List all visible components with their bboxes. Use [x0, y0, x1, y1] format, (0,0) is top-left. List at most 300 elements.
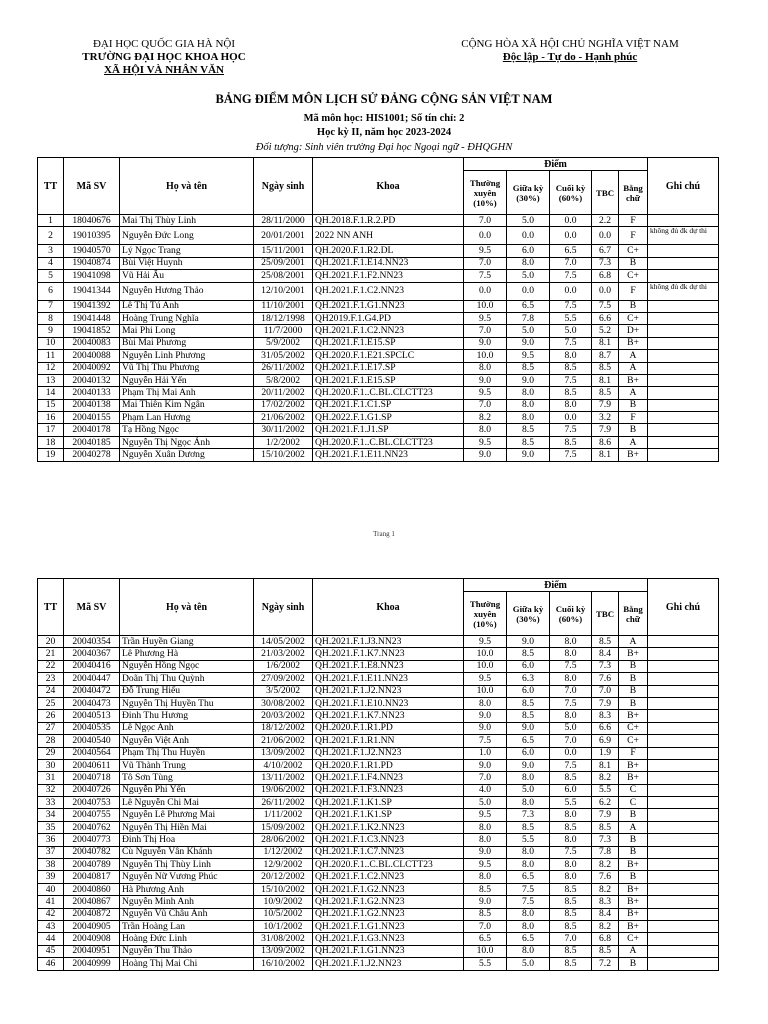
row-khoa: QH.2021.F.1.E8.NN23	[313, 660, 464, 672]
row-ngay-sinh: 26/11/2002	[254, 362, 313, 374]
row-bang-chu: F	[619, 282, 648, 300]
row-thuong-xuyen: 7.0	[464, 399, 507, 411]
row-ma-sv: 20040755	[64, 809, 120, 821]
row-ho-ten: Nguyễn Thị Huyền Thu	[120, 697, 254, 709]
table-row	[38, 896, 719, 908]
row-tbc: 1.9	[592, 747, 619, 759]
row-thuong-xuyen: 8.0	[464, 821, 507, 833]
row-tbc: 7.9	[592, 809, 619, 821]
row-tt: 46	[38, 958, 64, 970]
row-ghi-chu	[648, 399, 719, 411]
col-ghi-chu: Ghi chú	[648, 579, 719, 636]
row-tbc: 6.6	[592, 722, 619, 734]
row-thuong-xuyen: 7.0	[464, 325, 507, 337]
row-tbc: 8.4	[592, 648, 619, 660]
row-tbc: 0.0	[592, 282, 619, 300]
row-bang-chu: A	[619, 350, 648, 362]
row-khoa: QH.2020.F.1.R1.PD	[313, 759, 464, 771]
row-tbc: 8.1	[592, 449, 619, 461]
col-tbc: TBC	[592, 592, 619, 636]
row-ghi-chu	[648, 660, 719, 672]
row-thuong-xuyen: 9.5	[464, 436, 507, 448]
row-khoa: QH.2021.F.1.E14.NN23	[313, 257, 464, 269]
table-row	[38, 350, 719, 362]
row-tt: 12	[38, 362, 64, 374]
row-tbc: 8.2	[592, 920, 619, 932]
row-khoa: QH.2020.F.1.E21.SPCLC	[313, 350, 464, 362]
row-bang-chu: B	[619, 300, 648, 312]
row-ma-sv: 19040570	[64, 245, 120, 257]
row-khoa: QH.2021.F.1.K7.NN23	[313, 648, 464, 660]
row-bang-chu: C+	[619, 735, 648, 747]
row-ho-ten: Lê Phương Hà	[120, 648, 254, 660]
table-row	[38, 436, 719, 448]
table-row	[38, 772, 719, 784]
row-giua-ky: 8.0	[507, 412, 550, 424]
row-ma-sv: 20040726	[64, 784, 120, 796]
row-khoa: QH.2021.F.1.E17.SP	[313, 362, 464, 374]
col-khoa: Khoa	[313, 158, 464, 215]
row-ghi-chu	[648, 387, 719, 399]
row-cuoi-ky: 8.0	[550, 871, 592, 883]
row-ho-ten: Tô Sơn Tùng	[120, 772, 254, 784]
row-thuong-xuyen: 7.0	[464, 215, 507, 227]
table-row	[38, 449, 719, 461]
row-bang-chu: F	[619, 747, 648, 759]
row-ma-sv: 20040999	[64, 958, 120, 970]
row-ngay-sinh: 20/03/2002	[254, 710, 313, 722]
row-tt: 20	[38, 636, 64, 648]
row-khoa: QH.2021.F.1.G2.NN23	[313, 896, 464, 908]
row-khoa: QH.2021.F.1.J3.NN23	[313, 636, 464, 648]
row-ho-ten: Mai Thị Thùy Linh	[120, 215, 254, 227]
row-thuong-xuyen: 4.0	[464, 784, 507, 796]
row-ghi-chu	[648, 436, 719, 448]
row-tbc: 5.5	[592, 784, 619, 796]
row-tbc: 8.7	[592, 350, 619, 362]
table-row	[38, 710, 719, 722]
row-ho-ten: Nguyễn Xuân Dương	[120, 449, 254, 461]
row-tbc: 8.5	[592, 945, 619, 957]
row-ngay-sinh: 1/2/2002	[254, 436, 313, 448]
row-bang-chu: B+	[619, 772, 648, 784]
row-tt: 40	[38, 883, 64, 895]
row-ma-sv: 20040540	[64, 735, 120, 747]
row-bang-chu: C	[619, 797, 648, 809]
row-khoa: QH.2021.F.1.K2.NN23	[313, 821, 464, 833]
row-giua-ky: 8.0	[507, 797, 550, 809]
row-giua-ky: 8.0	[507, 920, 550, 932]
row-thuong-xuyen: 5.0	[464, 797, 507, 809]
row-ngay-sinh: 1/6/2002	[254, 660, 313, 672]
row-ghi-chu	[648, 784, 719, 796]
row-ghi-chu	[648, 772, 719, 784]
row-ngay-sinh: 14/05/2002	[254, 636, 313, 648]
row-ho-ten: Lê Ngọc Anh	[120, 722, 254, 734]
col-tt: TT	[38, 579, 64, 636]
row-tbc: 8.5	[592, 387, 619, 399]
row-tbc: 6.8	[592, 933, 619, 945]
row-tbc: 8.5	[592, 821, 619, 833]
row-ma-sv: 19010395	[64, 227, 120, 245]
row-giua-ky: 9.5	[507, 350, 550, 362]
row-ghi-chu	[648, 933, 719, 945]
row-bang-chu: B	[619, 660, 648, 672]
row-khoa: QH.2021.F.1.G2.NN23	[313, 883, 464, 895]
national-header	[430, 38, 710, 64]
row-ma-sv: 20040513	[64, 710, 120, 722]
row-ghi-chu	[648, 636, 719, 648]
col-ho-ten: Họ và tên	[120, 158, 254, 215]
row-giua-ky: 7.5	[507, 883, 550, 895]
row-giua-ky: 9.0	[507, 337, 550, 349]
row-ngay-sinh: 18/12/2002	[254, 722, 313, 734]
row-ngay-sinh: 20/12/2002	[254, 871, 313, 883]
row-ghi-chu	[648, 797, 719, 809]
row-ngay-sinh: 13/11/2002	[254, 772, 313, 784]
row-ho-ten: Hoàng Trung Nghĩa	[120, 312, 254, 324]
row-ma-sv: 20040416	[64, 660, 120, 672]
row-ngay-sinh: 28/11/2000	[254, 215, 313, 227]
row-cuoi-ky: 0.0	[550, 227, 592, 245]
row-ho-ten: Nguyễn Minh Anh	[120, 896, 254, 908]
row-khoa: QH.2018.F.1.R.2.PD	[313, 215, 464, 227]
row-khoa: QH.2020.F.1.R1.PD	[313, 722, 464, 734]
row-tbc: 6.8	[592, 270, 619, 282]
table-row	[38, 759, 719, 771]
row-tbc: 8.2	[592, 772, 619, 784]
row-ghi-chu	[648, 245, 719, 257]
row-khoa: QH.2021.F.1.F3.NN23	[313, 784, 464, 796]
row-ghi-chu	[648, 312, 719, 324]
row-ngay-sinh: 30/11/2002	[254, 424, 313, 436]
row-ghi-chu	[648, 685, 719, 697]
row-ghi-chu	[648, 896, 719, 908]
row-thuong-xuyen: 9.0	[464, 759, 507, 771]
row-tt: 19	[38, 449, 64, 461]
row-ho-ten: Nguyễn Hải Yến	[120, 374, 254, 386]
table-row	[38, 871, 719, 883]
row-giua-ky: 8.5	[507, 648, 550, 660]
table-row	[38, 673, 719, 685]
row-ma-sv: 20040354	[64, 636, 120, 648]
row-ma-sv: 20040535	[64, 722, 120, 734]
table-row	[38, 399, 719, 411]
col-thuong-xuyen: Thường xuyên (10%)	[464, 171, 507, 215]
row-ghi-chu	[648, 257, 719, 269]
row-ngay-sinh: 20/01/2001	[254, 227, 313, 245]
row-tt: 39	[38, 871, 64, 883]
row-ho-ten: Trần Huyền Giang	[120, 636, 254, 648]
term-info: Học kỳ II, năm học 2023-2024	[316, 127, 452, 138]
row-khoa: QH.2021.F.1.C3.NN23	[313, 834, 464, 846]
row-tt: 9	[38, 325, 64, 337]
row-ngay-sinh: 15/11/2001	[254, 245, 313, 257]
row-giua-ky: 8.0	[507, 772, 550, 784]
row-ngay-sinh: 21/06/2002	[254, 412, 313, 424]
row-ngay-sinh: 25/09/2001	[254, 257, 313, 269]
table-row	[38, 883, 719, 895]
row-thuong-xuyen: 9.0	[464, 337, 507, 349]
row-ho-ten: Nguyễn Thu Thảo	[120, 945, 254, 957]
row-tbc: 7.9	[592, 697, 619, 709]
row-bang-chu: C+	[619, 245, 648, 257]
row-tt: 8	[38, 312, 64, 324]
row-ma-sv: 20040753	[64, 797, 120, 809]
row-ho-ten: Nguyễn Thị Hiền Mai	[120, 821, 254, 833]
row-cuoi-ky: 7.5	[550, 697, 592, 709]
col-bang-chu: Bằng chữ	[619, 592, 648, 636]
row-khoa: QH.2021.F.1.C2.NN23	[313, 325, 464, 337]
row-ghi-chu	[648, 374, 719, 386]
row-cuoi-ky: 8.5	[550, 896, 592, 908]
university-header	[44, 38, 284, 77]
row-tt: 37	[38, 846, 64, 858]
row-ma-sv: 20040472	[64, 685, 120, 697]
row-giua-ky: 5.0	[507, 958, 550, 970]
row-bang-chu: A	[619, 636, 648, 648]
row-tt: 1	[38, 215, 64, 227]
row-tt: 43	[38, 920, 64, 932]
row-cuoi-ky: 7.5	[550, 759, 592, 771]
row-giua-ky: 8.0	[507, 859, 550, 871]
row-thuong-xuyen: 9.0	[464, 449, 507, 461]
row-ghi-chu	[648, 821, 719, 833]
row-thuong-xuyen: 10.0	[464, 350, 507, 362]
row-giua-ky: 7.8	[507, 312, 550, 324]
row-giua-ky: 9.0	[507, 636, 550, 648]
school-name-line2: XÃ HỘI VÀ NHÂN VĂN	[104, 64, 224, 76]
row-tbc: 3.2	[592, 412, 619, 424]
row-ma-sv: 20040083	[64, 337, 120, 349]
row-tt: 5	[38, 270, 64, 282]
row-ho-ten: Bùi Mai Phương	[120, 337, 254, 349]
row-ngay-sinh: 3/5/2002	[254, 685, 313, 697]
table-row	[38, 636, 719, 648]
table-row	[38, 337, 719, 349]
row-khoa: QH.2021.F.1.G1.NN23	[313, 945, 464, 957]
row-thuong-xuyen: 10.0	[464, 660, 507, 672]
row-cuoi-ky: 0.0	[550, 412, 592, 424]
row-tt: 36	[38, 834, 64, 846]
row-tbc: 7.3	[592, 834, 619, 846]
table-row	[38, 270, 719, 282]
row-ghi-chu	[648, 920, 719, 932]
row-bang-chu: B	[619, 846, 648, 858]
row-tt: 24	[38, 685, 64, 697]
table-row	[38, 908, 719, 920]
row-cuoi-ky: 8.5	[550, 387, 592, 399]
row-tbc: 8.6	[592, 436, 619, 448]
row-ngay-sinh: 15/09/2002	[254, 821, 313, 833]
table-row	[38, 809, 719, 821]
row-tbc: 6.2	[592, 797, 619, 809]
row-ghi-chu: không đủ đk dự thi	[648, 227, 719, 245]
row-thuong-xuyen: 8.0	[464, 697, 507, 709]
row-ngay-sinh: 20/11/2002	[254, 387, 313, 399]
table-row	[38, 245, 719, 257]
row-cuoi-ky: 7.5	[550, 660, 592, 672]
table-row	[38, 325, 719, 337]
row-ho-ten: Nguyễn Việt Anh	[120, 735, 254, 747]
col-diem: Điểm	[464, 579, 648, 592]
row-bang-chu: B+	[619, 759, 648, 771]
row-cuoi-ky: 8.0	[550, 399, 592, 411]
row-cuoi-ky: 7.5	[550, 270, 592, 282]
school-name-line1: TRƯỜNG ĐẠI HỌC KHOA HỌC	[82, 51, 246, 63]
row-ngay-sinh: 13/09/2002	[254, 747, 313, 759]
row-bang-chu: A	[619, 945, 648, 957]
grade-rows-page-2	[38, 636, 719, 971]
row-giua-ky: 8.5	[507, 424, 550, 436]
row-tbc: 7.6	[592, 673, 619, 685]
row-cuoi-ky: 6.5	[550, 245, 592, 257]
row-ngay-sinh: 11/7/2000	[254, 325, 313, 337]
row-ghi-chu	[648, 697, 719, 709]
row-cuoi-ky: 8.0	[550, 636, 592, 648]
row-ho-ten: Lê Thị Tú Anh	[120, 300, 254, 312]
row-cuoi-ky: 7.0	[550, 933, 592, 945]
row-khoa: QH.2021.F.1.F4.NN23	[313, 772, 464, 784]
row-cuoi-ky: 8.5	[550, 945, 592, 957]
row-cuoi-ky: 8.5	[550, 362, 592, 374]
table-row	[38, 735, 719, 747]
table-row	[38, 282, 719, 300]
row-giua-ky: 8.5	[507, 821, 550, 833]
row-ho-ten: Tạ Hồng Ngọc	[120, 424, 254, 436]
col-ho-ten: Họ và tên	[120, 579, 254, 636]
table-row	[38, 685, 719, 697]
row-thuong-xuyen: 7.0	[464, 257, 507, 269]
row-ngay-sinh: 17/02/2002	[254, 399, 313, 411]
table-row	[38, 834, 719, 846]
row-giua-ky: 8.5	[507, 710, 550, 722]
row-tt: 45	[38, 945, 64, 957]
row-tbc: 5.2	[592, 325, 619, 337]
row-ngay-sinh: 28/06/2002	[254, 834, 313, 846]
row-tbc: 6.9	[592, 735, 619, 747]
row-giua-ky: 6.0	[507, 245, 550, 257]
row-cuoi-ky: 5.5	[550, 797, 592, 809]
row-ngay-sinh: 13/09/2002	[254, 945, 313, 957]
table-row	[38, 784, 719, 796]
row-tbc: 7.5	[592, 300, 619, 312]
row-cuoi-ky: 7.5	[550, 846, 592, 858]
row-ho-ten: Nguyễn Đức Long	[120, 227, 254, 245]
table-row	[38, 747, 719, 759]
table-row	[38, 945, 719, 957]
national-motto: Độc lập - Tự do - Hạnh phúc	[502, 51, 638, 63]
row-khoa: QH.2021.F.1.J2.NN23	[313, 685, 464, 697]
table-row	[38, 387, 719, 399]
row-khoa: QH.2021.F.1.K7.NN23	[313, 710, 464, 722]
row-tt: 6	[38, 282, 64, 300]
row-giua-ky: 7.3	[507, 809, 550, 821]
row-khoa: QH.2021.F.1.E11.NN23	[313, 673, 464, 685]
row-cuoi-ky: 8.5	[550, 958, 592, 970]
row-bang-chu: B+	[619, 449, 648, 461]
row-ghi-chu	[648, 300, 719, 312]
row-ho-ten: Hoàng Thị Mai Chi	[120, 958, 254, 970]
row-ghi-chu	[648, 722, 719, 734]
row-bang-chu: B	[619, 685, 648, 697]
row-ho-ten: Nguyễn Hương Thảo	[120, 282, 254, 300]
row-thuong-xuyen: 9.5	[464, 636, 507, 648]
row-bang-chu: C	[619, 784, 648, 796]
row-cuoi-ky: 7.0	[550, 735, 592, 747]
row-tbc: 7.0	[592, 685, 619, 697]
col-ma-sv: Mã SV	[64, 158, 120, 215]
row-ghi-chu	[648, 883, 719, 895]
row-tt: 16	[38, 412, 64, 424]
row-khoa: QH.2021.F.1.K1.SP	[313, 797, 464, 809]
row-ngay-sinh: 15/10/2002	[254, 449, 313, 461]
page-number: Trang 1	[373, 530, 395, 538]
row-ngay-sinh: 10/1/2002	[254, 920, 313, 932]
row-ma-sv: 20040133	[64, 387, 120, 399]
row-ghi-chu	[648, 710, 719, 722]
row-thuong-xuyen: 8.0	[464, 871, 507, 883]
row-ghi-chu	[648, 424, 719, 436]
row-ma-sv: 20040447	[64, 673, 120, 685]
table-row	[38, 312, 719, 324]
row-thuong-xuyen: 9.5	[464, 312, 507, 324]
row-tbc: 7.3	[592, 660, 619, 672]
row-cuoi-ky: 5.0	[550, 325, 592, 337]
row-khoa: QH.2021.F.1.C1.SP	[313, 399, 464, 411]
grade-table-page-2	[37, 578, 719, 971]
row-cuoi-ky: 8.5	[550, 883, 592, 895]
row-khoa: QH.2020.F.1..C.BL.CLCTT23	[313, 859, 464, 871]
row-tt: 41	[38, 896, 64, 908]
row-bang-chu: B	[619, 809, 648, 821]
row-ma-sv: 19041098	[64, 270, 120, 282]
row-tt: 2	[38, 227, 64, 245]
row-ngay-sinh: 15/10/2002	[254, 883, 313, 895]
row-cuoi-ky: 7.5	[550, 337, 592, 349]
row-bang-chu: B+	[619, 908, 648, 920]
row-bang-chu: B	[619, 871, 648, 883]
row-ngay-sinh: 10/5/2002	[254, 908, 313, 920]
row-ngay-sinh: 27/09/2002	[254, 673, 313, 685]
row-tt: 42	[38, 908, 64, 920]
row-cuoi-ky: 5.0	[550, 722, 592, 734]
document-title: BẢNG ĐIỂM MÔN LỊCH SỬ ĐẢNG CỘNG SẢN VIỆT NAM	[215, 92, 553, 106]
col-ma-sv: Mã SV	[64, 579, 120, 636]
row-tbc: 7.9	[592, 399, 619, 411]
row-ma-sv: 20040611	[64, 759, 120, 771]
row-giua-ky: 8.5	[507, 362, 550, 374]
row-tt: 17	[38, 424, 64, 436]
row-khoa: QH.2021.F.1.J2.NN23	[313, 958, 464, 970]
row-thuong-xuyen: 7.5	[464, 270, 507, 282]
grade-table-page-1	[37, 157, 719, 462]
row-cuoi-ky: 8.5	[550, 920, 592, 932]
row-bang-chu: C+	[619, 933, 648, 945]
row-cuoi-ky: 8.5	[550, 908, 592, 920]
row-tbc: 6.6	[592, 312, 619, 324]
row-khoa: QH.2021.F.1.E15.SP	[313, 374, 464, 386]
table-row	[38, 374, 719, 386]
row-tt: 25	[38, 697, 64, 709]
row-thuong-xuyen: 9.5	[464, 673, 507, 685]
table-row	[38, 362, 719, 374]
row-ma-sv: 20040178	[64, 424, 120, 436]
row-tbc: 7.6	[592, 871, 619, 883]
row-tbc: 8.5	[592, 362, 619, 374]
row-ngay-sinh: 11/10/2001	[254, 300, 313, 312]
row-ho-ten: Đinh Thu Hương	[120, 710, 254, 722]
